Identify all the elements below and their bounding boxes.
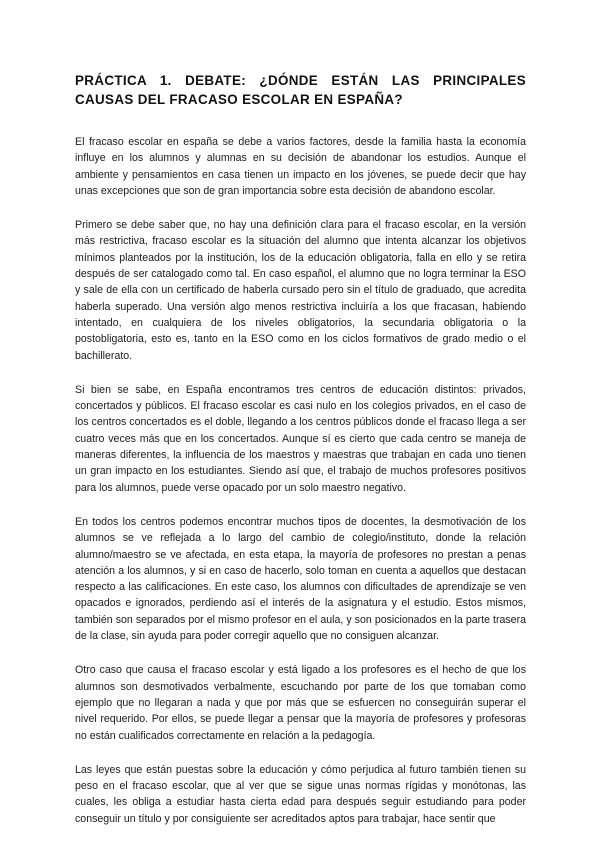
- paragraph-laws: Las leyes que están puestas sobre la educación y cómo perjudica al futuro también tienen su peso en el fracaso escolar, que al ver que se sigue unas normas rígidas y monótonas, las cuales, les obliga a estudiar hasta cierta edad para después seguir estudiando para poder conseguir un título y por consiguiente ser acreditados aptos para trabajar, hace sentir que: [75, 763, 526, 825]
- paragraph-definition: Primero se debe saber que, no hay una definición clara para el fracaso escolar, en la versión más restrictiva, fracaso escolar es la situación del alumno que intenta alcanzar los objetivos mínimos planteados por la institución, los de la educación obligatoria, falla en ello y se retira después de ser catalogado como tal. En caso español, el alumno que no logra terminar la ESO y sale de ella con un certificado de haberla cursado pero sin el título de graduado, que acredita haberla superado. Una versión algo menos restrictiva incluiría a los que fracasan, habiendo intentado, en cualquiera de los niveles obligatorios, la secundaria obligatoria o la postobligatoria, esto es, tanto en la ESO como en los ciclos formativos de grado medio o el bachillerato.: [75, 219, 526, 362]
- document-title: PRÁCTICA 1. DEBATE: ¿DÓNDE ESTÁN LAS PRINCIPALES CAUSAS DEL FRACASO ESCOLAR EN ESPAÑA?: [75, 73, 526, 107]
- paragraph-school-types: Si bien se sabe, en España encontramos tres centros de educación distintos: privados, concertados y públicos. El fracaso escolar es casi nulo en los colegios privados, en el caso de los centros concertados es el doble, llegando a los centros públicos donde el fracaso llega a ser cuatro veces más que en los concertados. Aunque sí es cierto que cada centro se maneja de maneras diferentes, la influencia de los maestros y maestras que trabajan en cada uno tienen un gran impacto en los estudiantes. Siendo así que, el trabajo de muchos profesores positivos para los alumnos, puede verse opacado por un solo maestro negativo.: [75, 383, 526, 494]
- paragraph-verbal-demotivation: Otro caso que causa el fracaso escolar y está ligado a los profesores es el hecho de que los alumnos son desmotivados verbalmente, escuchando por parte de los que tomaban como ejemplo que no llegaran a nada y que por más que se esfuercen no conseguirán superar el nivel requerido. Por ellos, se puede llegar a pensar que la mayoría de profesores y profesoras no están cualificados correctamente en relación a la pedagogía.: [75, 664, 526, 742]
- document-body: [75, 134, 526, 845]
- paragraph-teachers: En todos los centros podemos encontrar muchos tipos de docentes, la desmotivación de los alumnos se ve reflejada a lo largo del cambio de colegio/instituto, donde la relación alumno/maestro se ve afectada, en esta etapa, la mayoría de profesores no prestan a penas atención a los alumnos, y si en caso de hacerlo, solo toman en cuenta a aquellos que destacan respecto a las calificaciones. En este caso, los alumnos con dificultades de aprendizaje se ven opacados e ignorados, perdiendo así el interés de la asignatura y el estudio. Estos mismos, también son separados por el mismo profesor en el aula, y son posicionados en la parte trasera de la clase, sin ayuda para poder corregir aquello que no consiguen alcanzar.: [75, 515, 526, 643]
- paragraph-intro: El fracaso escolar en españa se debe a varios factores, desde la familia hasta la economía influye en los alumnos y alumnas en su decisión de abandonar los estudios. Aunque el ambiente y pensamientos en casa tienen un impacto en los jóvenes, se puede decir que hay unas excepciones que son de gran importancia sobre esta decisión de abandono escolar.: [75, 136, 526, 197]
